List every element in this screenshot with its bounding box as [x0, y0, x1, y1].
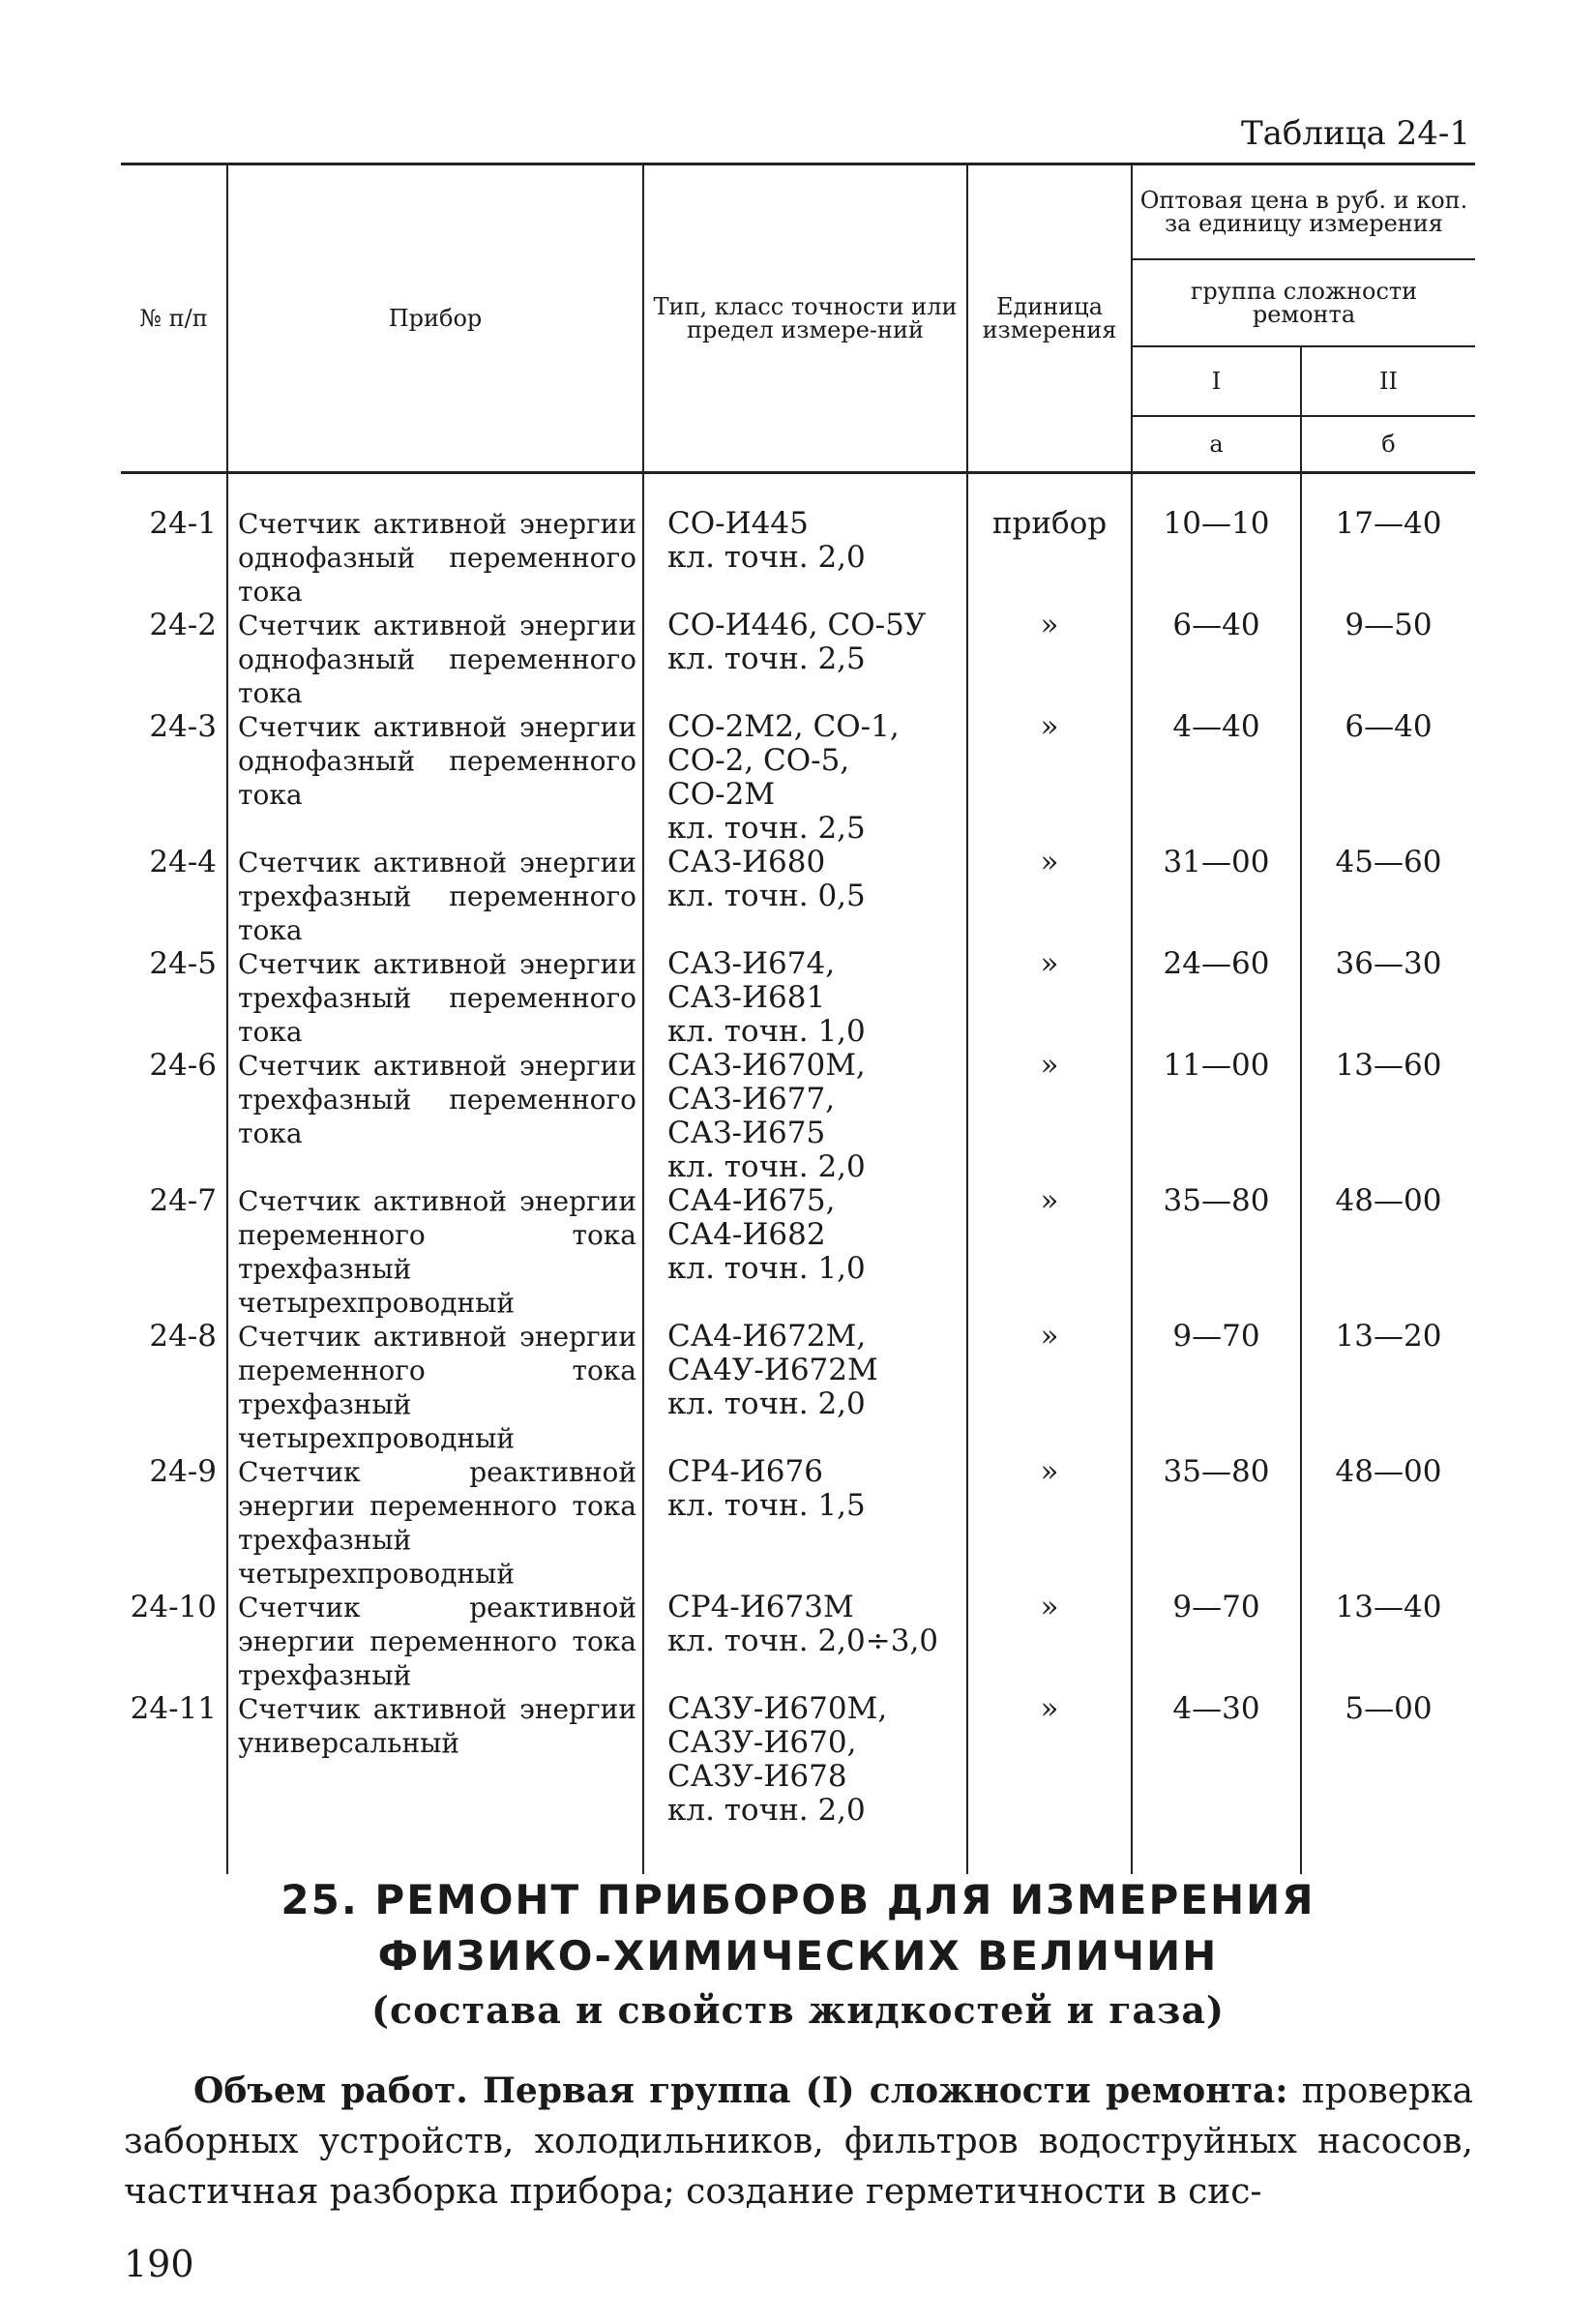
row-price-1: 35—80 — [1132, 1455, 1301, 1591]
row-unit: » — [967, 846, 1132, 947]
row-device: Счетчик активной энергии трехфазный переменного тока — [227, 1049, 643, 1184]
row-unit: » — [967, 1320, 1132, 1455]
row-price-2: 17—40 — [1301, 473, 1475, 610]
row-device: Счетчик активной энергии трехфазный переменного тока — [227, 846, 643, 947]
row-type: САЗ-И674, САЗ-И681 кл. точн. 1,0 — [643, 947, 967, 1049]
row-number: 24-6 — [149, 1048, 217, 1083]
row-type: САЗУ-И670М, САЗУ-И670, САЗУ-И678 кл. точн. 2,0 — [643, 1692, 967, 1874]
row-unit: » — [967, 1049, 1132, 1184]
row-number: 24-5 — [149, 946, 217, 981]
body-paragraph — [124, 2066, 1473, 2218]
header-price: Оптовая цена в руб. и коп. за единицу измерения — [1132, 164, 1475, 260]
row-price-2: 13—60 — [1301, 1049, 1475, 1184]
header-group-2: II — [1301, 346, 1475, 416]
row-device: Счетчик активной энергии однофазный переменного тока — [227, 710, 643, 846]
header-type: Тип, класс точности или предел измере-ний — [643, 164, 967, 473]
row-device: Счетчик реактивной энергии переменного тока трехфазный четырехпроводный — [227, 1455, 643, 1591]
row-device: Счетчик активной энергии универсальный — [227, 1692, 643, 1874]
table-caption: Таблица 24-1 — [1240, 114, 1470, 153]
table-row — [121, 473, 1475, 610]
row-number: 24-10 — [130, 1590, 217, 1624]
table-row — [121, 947, 1475, 1049]
row-number: 24-2 — [149, 608, 217, 642]
table-row — [121, 1591, 1475, 1692]
row-unit: » — [967, 710, 1132, 846]
row-price-1: 4—30 — [1132, 1692, 1301, 1874]
row-price-2: 36—30 — [1301, 947, 1475, 1049]
row-type: СО-И446, СО-5У кл. точн. 2,5 — [643, 609, 967, 710]
row-device: Счетчик активной энергии однофазный переменного тока — [227, 473, 643, 610]
table-body — [121, 473, 1475, 1875]
header-device: Прибор — [227, 164, 643, 473]
row-price-1: 4—40 — [1132, 710, 1301, 846]
row-price-2: 13—20 — [1301, 1320, 1475, 1455]
row-device: Счетчик активной энергии переменного тока трехфазный четырехпроводный — [227, 1320, 643, 1455]
table-row — [121, 609, 1475, 710]
row-type: САЗ-И680 кл. точн. 0,5 — [643, 846, 967, 947]
table-row — [121, 1692, 1475, 1874]
row-device: Счетчик активной энергии однофазный переменного тока — [227, 609, 643, 710]
table-row — [121, 1320, 1475, 1455]
header-unit: Единица измерения — [967, 164, 1132, 473]
row-unit: » — [967, 609, 1132, 710]
row-price-1: 35—80 — [1132, 1184, 1301, 1320]
table-row — [121, 710, 1475, 846]
row-type: СР4-И673М кл. точн. 2,0÷3,0 — [643, 1591, 967, 1692]
row-type: СР4-И676 кл. точн. 1,5 — [643, 1455, 967, 1591]
row-device: Счетчик активной энергии трехфазный переменного тока — [227, 947, 643, 1049]
header-col-a: а — [1132, 416, 1301, 473]
header-group-1: I — [1132, 346, 1301, 416]
section-title-line2: ФИЗИКО-ХИМИЧЕСКИХ ВЕЛИЧИН — [377, 1932, 1219, 1980]
row-number: 24-9 — [149, 1454, 217, 1489]
row-price-2: 13—40 — [1301, 1591, 1475, 1692]
page-number: 190 — [124, 2243, 194, 2285]
row-price-1: 24—60 — [1132, 947, 1301, 1049]
section-title-line1: 25. РЕМОНТ ПРИБОРОВ ДЛЯ ИЗМЕРЕНИЯ — [281, 1876, 1315, 1923]
row-price-1: 11—00 — [1132, 1049, 1301, 1184]
row-device: Счетчик активной энергии переменного тока трехфазный четырехпроводный — [227, 1184, 643, 1320]
row-type: СО-И445 кл. точн. 2,0 — [643, 473, 967, 610]
section-subtitle: (состава и свойств жидкостей и газа) — [371, 1988, 1225, 2032]
row-number: 24-1 — [149, 506, 217, 541]
row-price-2: 5—00 — [1301, 1692, 1475, 1874]
section-title — [0, 1872, 1596, 1984]
row-type: СА4-И672М, СА4У-И672М кл. точн. 2,0 — [643, 1320, 967, 1455]
row-price-2: 9—50 — [1301, 609, 1475, 710]
row-price-2: 48—00 — [1301, 1455, 1475, 1591]
row-number: 24-8 — [149, 1319, 217, 1354]
paragraph-text: проверка заборных устройств, холодильников, фильтров водоструйных насосов, частичная разборка прибора; создание герметичности в сис- — [124, 2071, 1473, 2212]
header-num: № п/п — [139, 305, 208, 332]
table-row — [121, 1455, 1475, 1591]
row-unit: » — [967, 1692, 1132, 1874]
row-type: СА4-И675, СА4-И682 кл. точн. 1,0 — [643, 1184, 967, 1320]
row-price-1: 10—10 — [1132, 473, 1301, 610]
row-unit: » — [967, 1591, 1132, 1692]
row-price-2: 45—60 — [1301, 846, 1475, 947]
row-number: 24-3 — [149, 709, 217, 744]
table-row — [121, 1049, 1475, 1184]
row-number: 24-7 — [149, 1183, 217, 1218]
row-unit: » — [967, 947, 1132, 1049]
row-type: СО-2М2, СО-1, СО-2, СО-5, СО-2М кл. точн. 2,5 — [643, 710, 967, 846]
row-number: 24-4 — [149, 845, 217, 879]
table-row — [121, 1184, 1475, 1320]
row-price-1: 31—00 — [1132, 846, 1301, 947]
table-row — [121, 846, 1475, 947]
row-type: САЗ-И670М, САЗ-И677, САЗ-И675 кл. точн. 2,0 — [643, 1049, 967, 1184]
row-price-2: 48—00 — [1301, 1184, 1475, 1320]
paragraph-lead: Объем работ. Первая группа (I) сложности ремонта: — [193, 2070, 1288, 2111]
header-col-b: б — [1301, 416, 1475, 473]
row-unit: » — [967, 1184, 1132, 1320]
header-group: группа сложности ремонта — [1132, 259, 1475, 346]
row-price-1: 9—70 — [1132, 1320, 1301, 1455]
row-price-1: 9—70 — [1132, 1591, 1301, 1692]
row-unit: » — [967, 1455, 1132, 1591]
row-device: Счетчик реактивной энергии переменного тока трехфазный — [227, 1591, 643, 1692]
row-price-2: 6—40 — [1301, 710, 1475, 846]
row-number: 24-11 — [130, 1691, 217, 1726]
row-price-1: 6—40 — [1132, 609, 1301, 710]
row-unit: прибор — [967, 473, 1132, 610]
price-table — [121, 163, 1475, 1874]
